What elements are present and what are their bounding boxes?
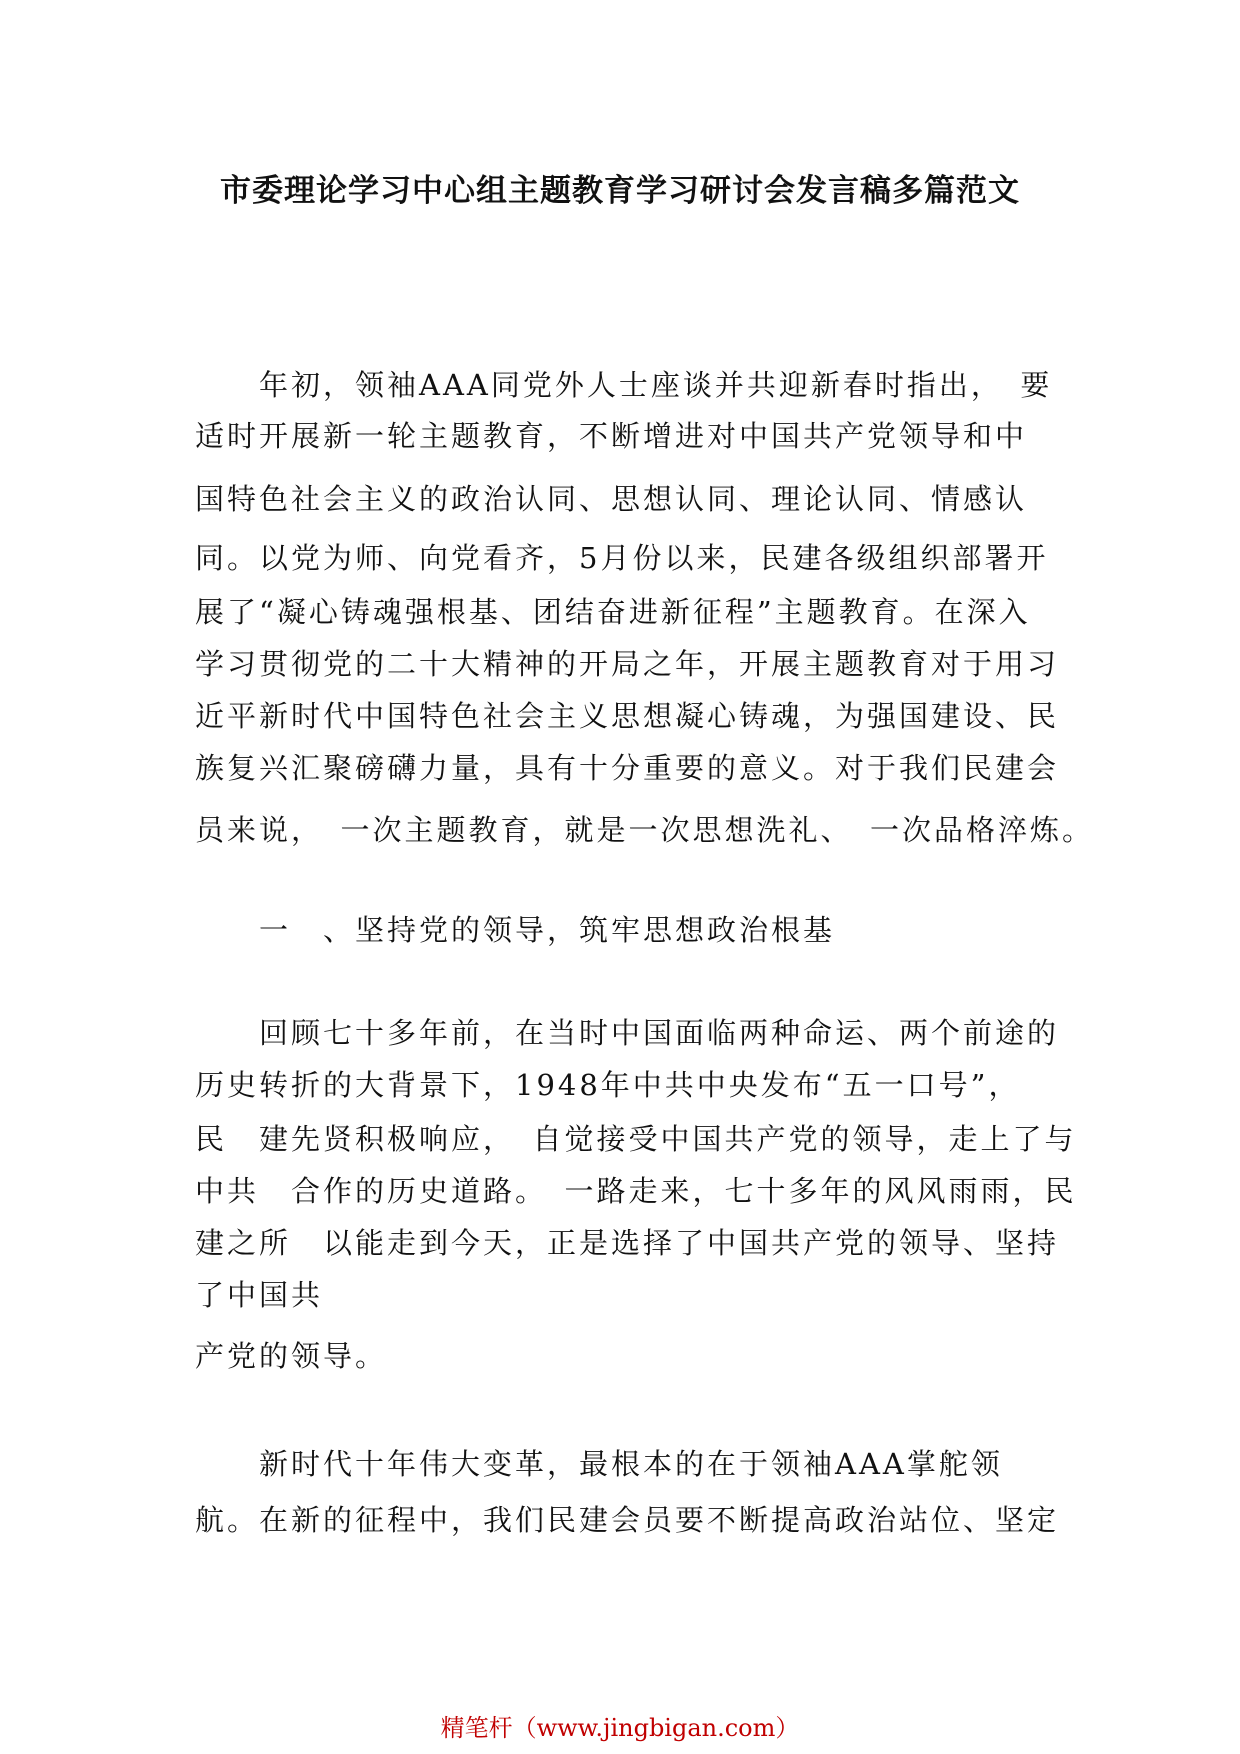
- document-title: 市委理论学习中心组主题教育学习研讨会发言稿多篇范文: [220, 173, 1020, 209]
- footer-watermark: 精笔杆（www.jingbigan.com）: [440, 1714, 800, 1742]
- paragraph-line: 学习贯彻党的二十大精神的开局之年，开展主题教育对于用习: [195, 647, 1060, 681]
- paragraph-line: 族复兴汇聚磅礴力量，具有十分重要的意义。对于我们民建会: [195, 751, 1060, 785]
- paragraph-line: 建之所 以能走到今天，正是选择了中国共产党的领导、坚持: [195, 1226, 1060, 1260]
- paragraph-line: 产党的领导。: [195, 1339, 388, 1373]
- paragraph-line: 近平新时代中国特色社会主义思想凝心铸魂，为强国建设、民: [195, 699, 1060, 733]
- section-heading: 一 、坚持党的领导，筑牢思想政治根基: [195, 913, 836, 947]
- paragraph-line: 历史转折的大背景下，1948年中共中央发布“五一口号”，: [195, 1068, 1021, 1102]
- paragraph-line: 员来说， 一次主题教育，就是一次思想洗礼、 一次品格淬炼。: [195, 813, 1095, 847]
- paragraph-line: 中共 合作的历史道路。 一路走来，七十多年的风风雨雨，民: [195, 1174, 1077, 1208]
- paragraph-line: 同。以党为师、向党看齐，5月份以来，民建各级组织部署开: [195, 541, 1049, 575]
- paragraph-line: 民 建先贤积极响应， 自觉接受中国共产党的领导，走上了与: [195, 1122, 1077, 1156]
- paragraph-line: 年初，领袖AAA同党外人士座谈并共迎新春时指出， 要: [195, 368, 1053, 402]
- paragraph-line: 国特色社会主义的政治认同、思想认同、理论认同、情感认: [195, 482, 1028, 516]
- paragraph-line: 展了“凝心铸魂强根基、团结奋进新征程”主题教育。在深入: [195, 595, 1031, 629]
- paragraph-line: 了中国共: [195, 1278, 324, 1312]
- paragraph-line: 新时代十年伟大变革，最根本的在于领袖AAA掌舵领: [195, 1447, 1003, 1481]
- paragraph-line: 航。在新的征程中，我们民建会员要不断提高政治站位、坚定: [195, 1503, 1060, 1537]
- paragraph-line: 适时开展新一轮主题教育，不断增进对中国共产党领导和中: [195, 419, 1028, 453]
- paragraph-line: 回顾七十多年前，在当时中国面临两种命运、两个前途的: [195, 1016, 1060, 1050]
